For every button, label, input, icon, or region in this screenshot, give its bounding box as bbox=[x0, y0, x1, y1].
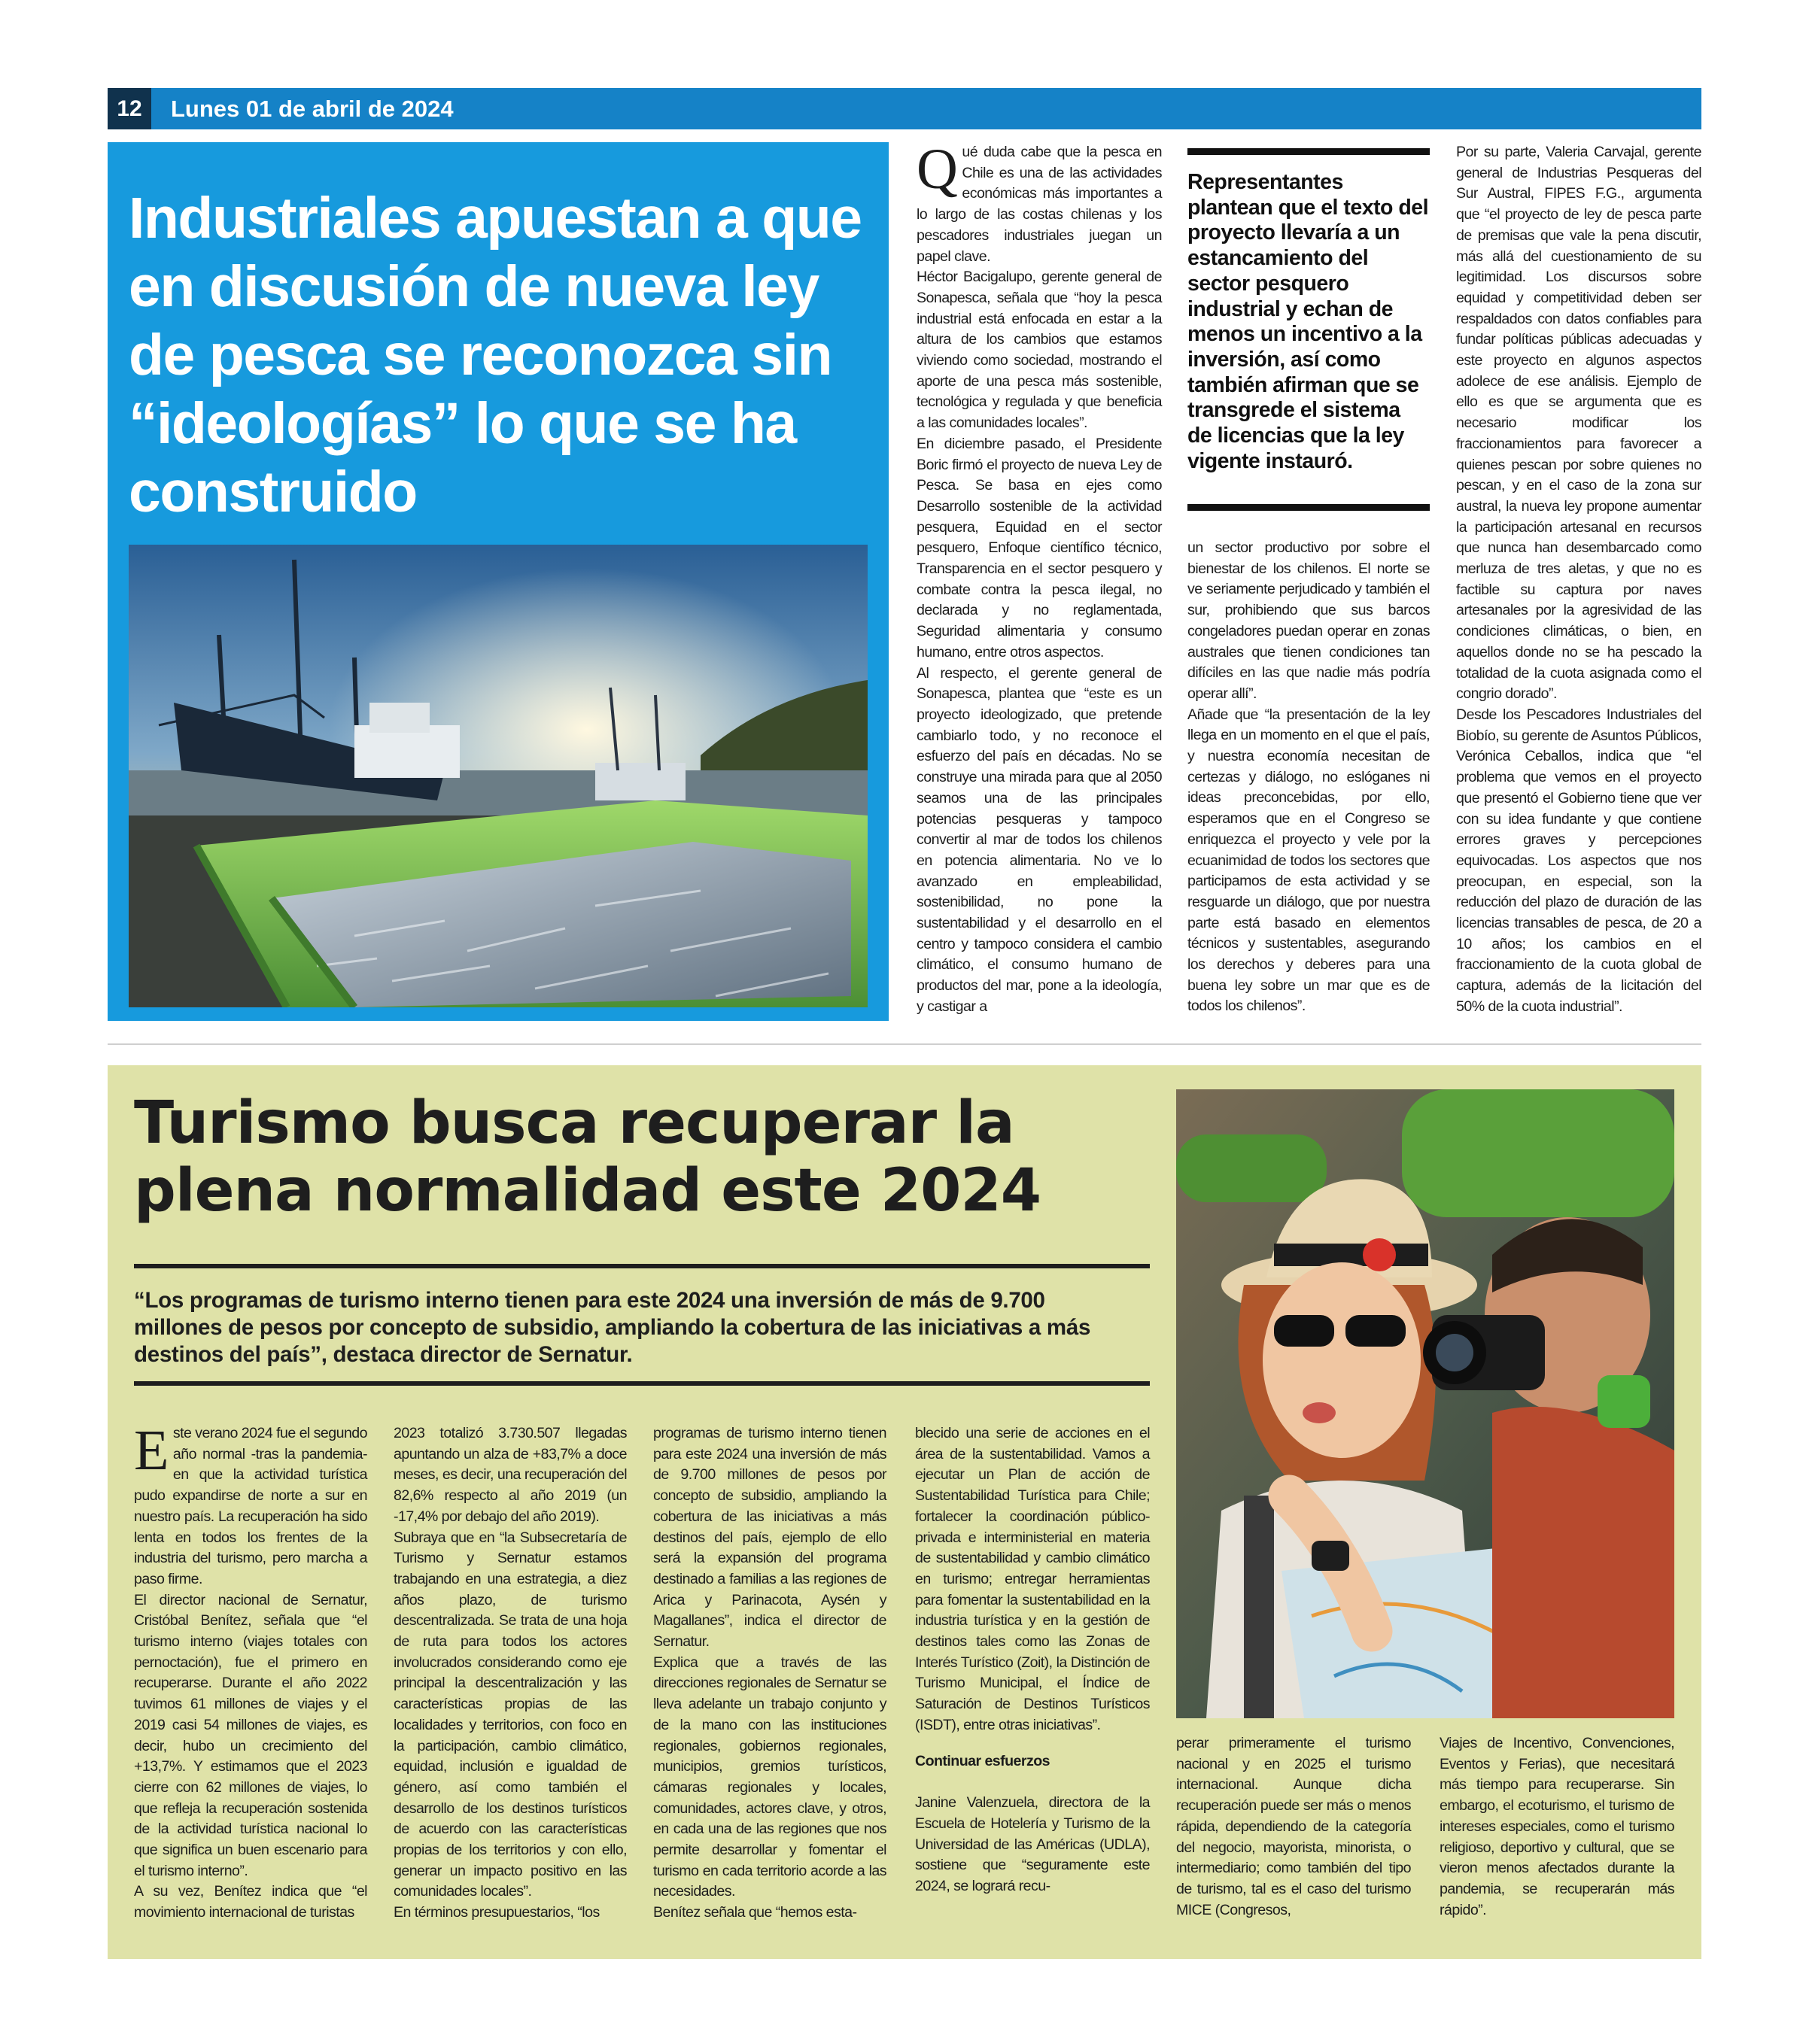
fishing-body-column-3 bbox=[1456, 142, 1701, 1018]
tourism-body-column-1 bbox=[134, 1419, 367, 1924]
paragraph: programas de turismo interno tienen para este 2024 una inversión de más de 9.700 millones de pesos por concepto de subsidio, ampliando la cobertura de las iniciativas a más destinos del país, ejemplo de ello será la expansión del programa destinado a familias a las regiones de Arica y Parinacota, Aysén y Magallanes”, indica el director de Sernatur. bbox=[653, 1425, 886, 1651]
paragraph: Explica que a través de las direcciones regionales de Sernatur se lleva adelante un trabajo conjunto y de la mano con las instituciones regionales, gobiernos regionales, municipios, gremios turísticos, cámaras regionales y locales, comunidades, actores clave, y otros, en cada una de las regiones que nos permite desarrollar y fomentar el turismo en cada territorio acorde a las necesidades. bbox=[653, 1654, 886, 1900]
paragraph: Héctor Bacigalupo, gerente general de Sonapesca, señala que “hoy la pesca industrial está enfocada en estar a la altura de los cambios que estamos viviendo como sociedad, mostrando el aporte de una pesca más sostenible, tecnológica y regulada y que beneficia a las comunidades locales”. bbox=[917, 269, 1162, 432]
paragraph: perar primeramente el turismo nacional y en 2025 el turismo internacional. Aunque dicha recuperación puede ser más o menos rápida, dependiendo de la categoría del negocio, mayorista, minorista, o intermediario; como también del tipo de turismo, tal es el caso del turismo MICE (Congresos, bbox=[1176, 1735, 1411, 1918]
paragraph: ué duda cabe que la pesca en Chile es una de las actividades económicas más importantes a lo largo de las costas chilenas y los pescadores industriales juegan un papel clave. bbox=[917, 144, 1162, 265]
deck-rule-top bbox=[134, 1264, 1150, 1268]
paragraph: El director nacional de Sernatur, Cristóbal Benítez, señala que “el turismo interno (viajes totales con pernoctación), fue el primero en recuperarse. Durante el año 2022 tuvimos 61 millones de viajes y el 2019 casi 54 millones de viajes, es decir, hubo un crecimiento del +13,7%. Y estimamos que el 2023 cierre con 62 millones de viajes, lo que refleja la recuperación sostenida de la actividad turística nacional lo que significa un buen escenario para el turismo interno”. bbox=[134, 1591, 367, 1879]
fishing-headline: Industriales apuestan a que en discusión de nueva ley de pesca se reconozca sin “ideologías” lo que se ha construido bbox=[129, 186, 862, 524]
paragraph: 2023 totalizó 3.730.507 llegadas apuntando un alza de +83,7% a doce meses, es decir, una recuperación del 82,6% respecto al año 2019 (un -17,4% por debajo del año 2019). bbox=[394, 1425, 627, 1525]
tourism-deck: “Los programas de turismo interno tienen para este 2024 una inversión de más de 9.700 millones de pesos por concepto de subsidio, ampliando la cobertura de las iniciativas a más destinos del país”, destaca director de Sernatur. bbox=[134, 1288, 1091, 1367]
tourism-headline: Turismo busca recuperar la plena normalidad este 2024 bbox=[134, 1089, 1041, 1225]
tourism-body-column-3 bbox=[653, 1423, 886, 1924]
paragraph: A su vez, Benítez indica que “el movimiento internacional de turistas bbox=[134, 1883, 367, 1921]
paragraph: Al respecto, el gerente general de Sonapesca, plantea que “este es un proyecto ideologizado, que pretende cambiarlo todo, y no reconoce el esfuerzo del país en décadas. No se construye una mirada para que al 2050 seamos una de las principales potencias pesqueras y tampoco convertir al mar de todos los chilenos en potencia alimentaria. No ve lo avanzado en empleabilidad, sostenibilidad, no pone la sustentabilidad y el desarrollo en el centro y tampoco considera el cambio climático, el consumo humano de productos del mar, pone a la ideología, y castigar a bbox=[917, 664, 1162, 1015]
paragraph: Desde los Pescadores Industriales del Biobío, su gerente de Asuntos Públicos, Verónica Ceballos, indica que “el problema que vemos en el proyecto que presentó el Gobierno tiene que ver con su idea fundante y que contiene errores graves y percepciones equivocadas. Los aspectos que nos preocupan, en especial, son la reducción del plazo de duración de las licencias transables de pesca, de 20 a 10 años; los cambios en el fraccionamiento de la cuota global de captura, además de la licitación del 50% de la cuota industrial”. bbox=[1456, 706, 1701, 1015]
fishing-body-column-2 bbox=[1187, 538, 1430, 1017]
tourism-body-column-2 bbox=[394, 1423, 627, 1924]
fishing-body-column-1 bbox=[917, 138, 1162, 1018]
article-divider bbox=[108, 1043, 1701, 1045]
paragraph: Añade que “la presentación de la ley llega en un momento en el que el país, y nuestra economía necesitan de certezas y diálogo, no eslóganes ni ideas preconcebidas, por ello, esperamos que en el Congreso se enriquezca el proyecto y vele por la ecuanimidad de todos los sectores que participamos de esta actividad y se resguarde un diálogo, que por nuestra parte está basado en elementos técnicos y sustentables, asegurando los derechos y deberes para una buena ley sobre un mar que es de todos los chilenos”. bbox=[1187, 706, 1430, 1015]
tourism-body-column-6 bbox=[1440, 1733, 1674, 1921]
pull-quote: Representantes plantean que el texto del proyecto llevaría a un estancamiento del sector pesquero industrial y echan de menos un incentivo a la inversión, así como también afirman que se transgrede el sistema de licencias que la ley vigente instauró. bbox=[1187, 170, 1429, 473]
tourists-photo bbox=[1176, 1089, 1674, 1718]
paragraph: Janine Valenzuela, directora de la Escuela de Hotelería y Turismo de la Universidad de las Américas (UDLA), sostiene que “seguramente este 2024, se logrará recu- bbox=[915, 1794, 1150, 1895]
page-number: 12 bbox=[108, 88, 151, 129]
paragraph: Benítez señala que “hemos esta- bbox=[653, 1904, 857, 1921]
paragraph: ste verano 2024 fue el segundo año normal -tras la pandemia- en que la actividad turística pudo expandirse de norte a sur en nuestro país. La recuperación ha sido lenta en todos los frentes de la industria del turismo, pero marcha a paso firme. bbox=[134, 1425, 367, 1587]
tourism-article-box bbox=[108, 1065, 1701, 1959]
paragraph: En términos presupuestarios, “los bbox=[394, 1904, 600, 1921]
tourism-body-column-4 bbox=[915, 1423, 1150, 1897]
tourism-body-column-5 bbox=[1176, 1733, 1411, 1921]
paragraph: Viajes de Incentivo, Convenciones, Eventos y Ferias), que necesitará más tiempo para recuperarse. Sin embargo, el ecoturismo, el turismo de intereses especiales, como el turismo religioso, deportivo y cultural, que se vieron menos afectados durante la pandemia, se recuperarán más rápido”. bbox=[1440, 1735, 1674, 1918]
drop-cap: Q bbox=[917, 138, 958, 201]
deck-rule-bottom bbox=[134, 1381, 1150, 1386]
subheading: Continuar esfuerzos bbox=[915, 1752, 1050, 1769]
paragraph: un sector productivo por sobre el bienestar de los chilenos. El norte se ve seriamente perjudicado y también el sur, prohibiendo que sus barcos congeladores puedan operar en zonas australes que tienen condiciones tan difíciles en las que nadie más podría operar allí”. bbox=[1187, 539, 1430, 702]
fishing-article-lead-box bbox=[108, 142, 889, 1021]
drop-cap: E bbox=[134, 1419, 169, 1482]
fishing-boat-photo bbox=[129, 545, 868, 1007]
page-header-bar bbox=[108, 88, 1701, 129]
pull-quote-box bbox=[1187, 148, 1430, 511]
paragraph: blecido una serie de acciones en el área de la sustentabilidad. Vamos a ejecutar un Plan de acción de Sustentabilidad Turística para Chile; fortalecer la coordinación público-privada e interministerial en materia de sustentabilidad y cambio climático en turismo; entregar herramientas para fomentar la sustentabilidad en la industria turística y en la gestión de destinos tales como las Zonas de Interés Turístico (Zoit), la Distinción de Turismo Municipal, el Índice de Saturación de Destinos Turísticos (ISDT), entre otras iniciativas”. bbox=[915, 1425, 1150, 1733]
paragraph: Subraya que en “la Subsecretaría de Turismo y Sernatur estamos trabajando en una estrategia, a diez años plazo, de turismo descentralizada. Se trata de una hoja de ruta para todos los actores involucrados considerando como eje principal la descentralización y las características propias de las localidades y territorios, con foco en la participación, cambio climático, equidad, inclusión e igualdad de género, así como también el desarrollo de los destinos turísticos de acuerdo con las características propias de los territorios y con ello, generar un impacto positivo en las comunidades locales”. bbox=[394, 1529, 627, 1900]
paragraph: Por su parte, Valeria Carvajal, gerente general de Industrias Pesqueras del Sur Austral, FIPES F.G., argumenta que “el proyecto de ley de pesca parte de premisas que vale la pena discutir, más allá del cuestionamiento de su legitimidad. Los discursos sobre equidad y competitividad deben ser respaldados con datos confiables para fundar políticas públicas adecuadas y este proyecto en algunos aspectos adolece de ese análisis. Ejemplo de ello es que se argumenta que es necesario modificar los fraccionamientos para favorecer a quienes pescan por sobre quienes no pescan, y en el caso de la zona sur austral, la nueva ley propone aumentar la participación artesanal en recursos que nunca han desembarcado como merluza de tres aletas, y que no es factible su captura por naves artesanales por la agresividad de las condiciones climáticas, o bien, en aquellos donde no se ha pescado la totalidad de la cuota asignada como el congrio dorado”. bbox=[1456, 144, 1701, 703]
paragraph: En diciembre pasado, el Presidente Boric firmó el proyecto de nueva Ley de Pesca. Se basa en ejes como Desarrollo sostenible de la actividad pesquera, Equidad en el sector pesquero, Enfoque científico técnico, Transparencia en el sector pesquero y combate contra la pesca ilegal, no declarada y no reglamentada, Seguridad alimentaria y consumo humano, entre otros aspectos. bbox=[917, 435, 1162, 661]
issue-date: Lunes 01 de abril de 2024 bbox=[171, 96, 454, 122]
